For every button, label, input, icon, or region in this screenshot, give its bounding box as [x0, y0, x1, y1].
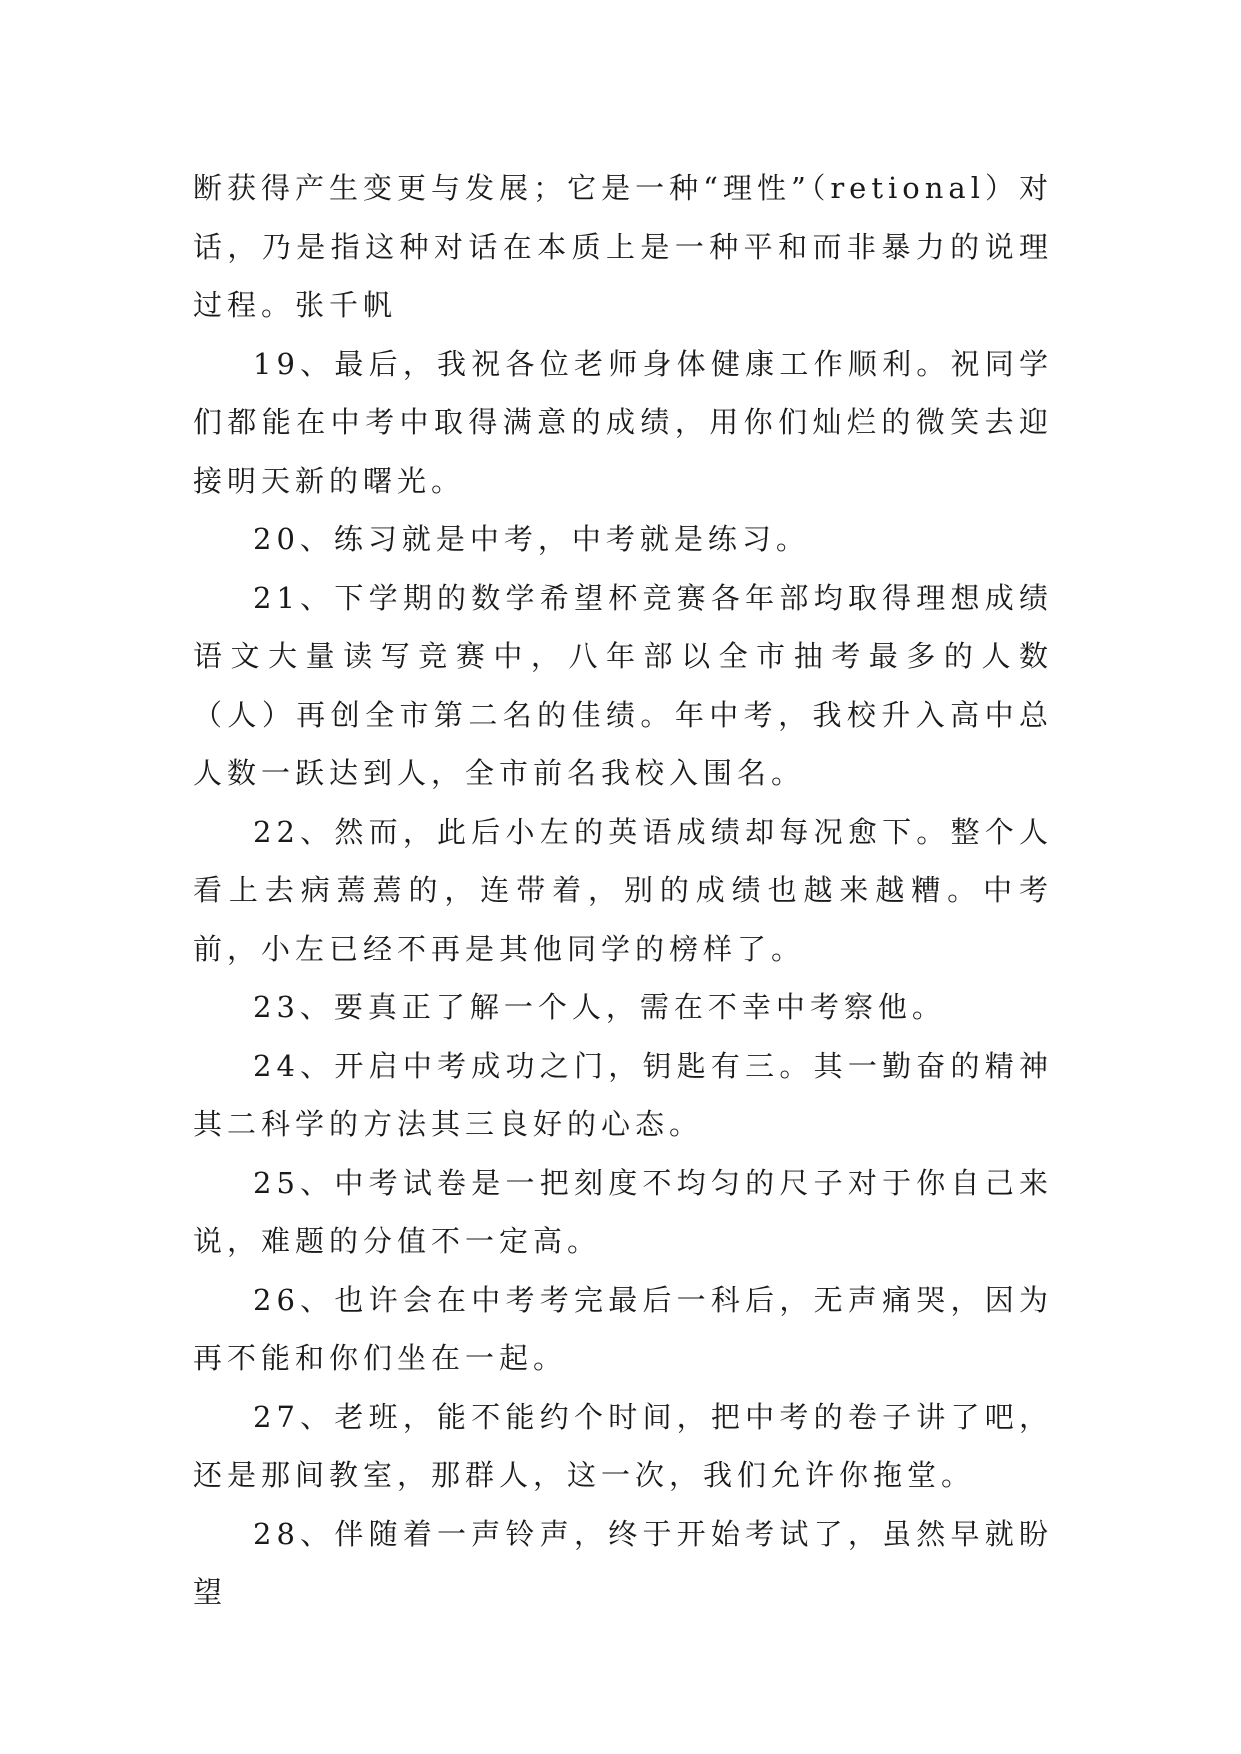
paragraph-26: 26、也许会在中考考完最后一科后，无声痛哭，因为再不能和你们坐在一起。	[193, 1282, 1053, 1375]
document-body	[193, 159, 1053, 1622]
paragraph-22: 22、然而，此后小左的英语成绩却每况愈下。整个人看上去病蔫蔫的，连带着，别的成绩也越来越糟。中考前，小左已经不再是其他同学的榜样了。	[193, 814, 1053, 966]
paragraph-20: 20、练习就是中考，中考就是练习。	[253, 522, 810, 556]
paragraph-24: 24、开启中考成功之门，钥匙有三。其一勤奋的精神其二科学的方法其三良好的心态。	[193, 1048, 1053, 1141]
paragraph-25: 25、中考试卷是一把刻度不均匀的尺子对于你自己来说，难题的分值不一定高。	[193, 1165, 1053, 1258]
paragraph-27: 27、老班，能不能约个时间，把中考的卷子讲了吧，还是那间教室，那群人，这一次，我们允许你拖堂。	[193, 1399, 1053, 1492]
paragraph-21: 21、下学期的数学希望杯竞赛各年部均取得理想成绩语文大量读写竞赛中，八年部以全市抽考最多的人数（人）再创全市第二名的佳绩。年中考，我校升入高中总人数一跃达到人，全市前名我校入围名。	[193, 580, 1053, 790]
paragraph-18-continuation: 断获得产生变更与发展；它是一种“理性”（retional）对话，乃是指这种对话在本质上是一种平和而非暴力的说理过程。张千帆	[193, 171, 1053, 322]
paragraph-19: 19、最后，我祝各位老师身体健康工作顺利。祝同学们都能在中考中取得满意的成绩，用你们灿烂的微笑去迎接明天新的曙光。	[193, 346, 1053, 498]
paragraph-23: 23、要真正了解一个人，需在不幸中考察他。	[253, 990, 946, 1024]
paragraph-28: 28、伴随着一声铃声，终于开始考试了，虽然早就盼望	[193, 1516, 1053, 1609]
